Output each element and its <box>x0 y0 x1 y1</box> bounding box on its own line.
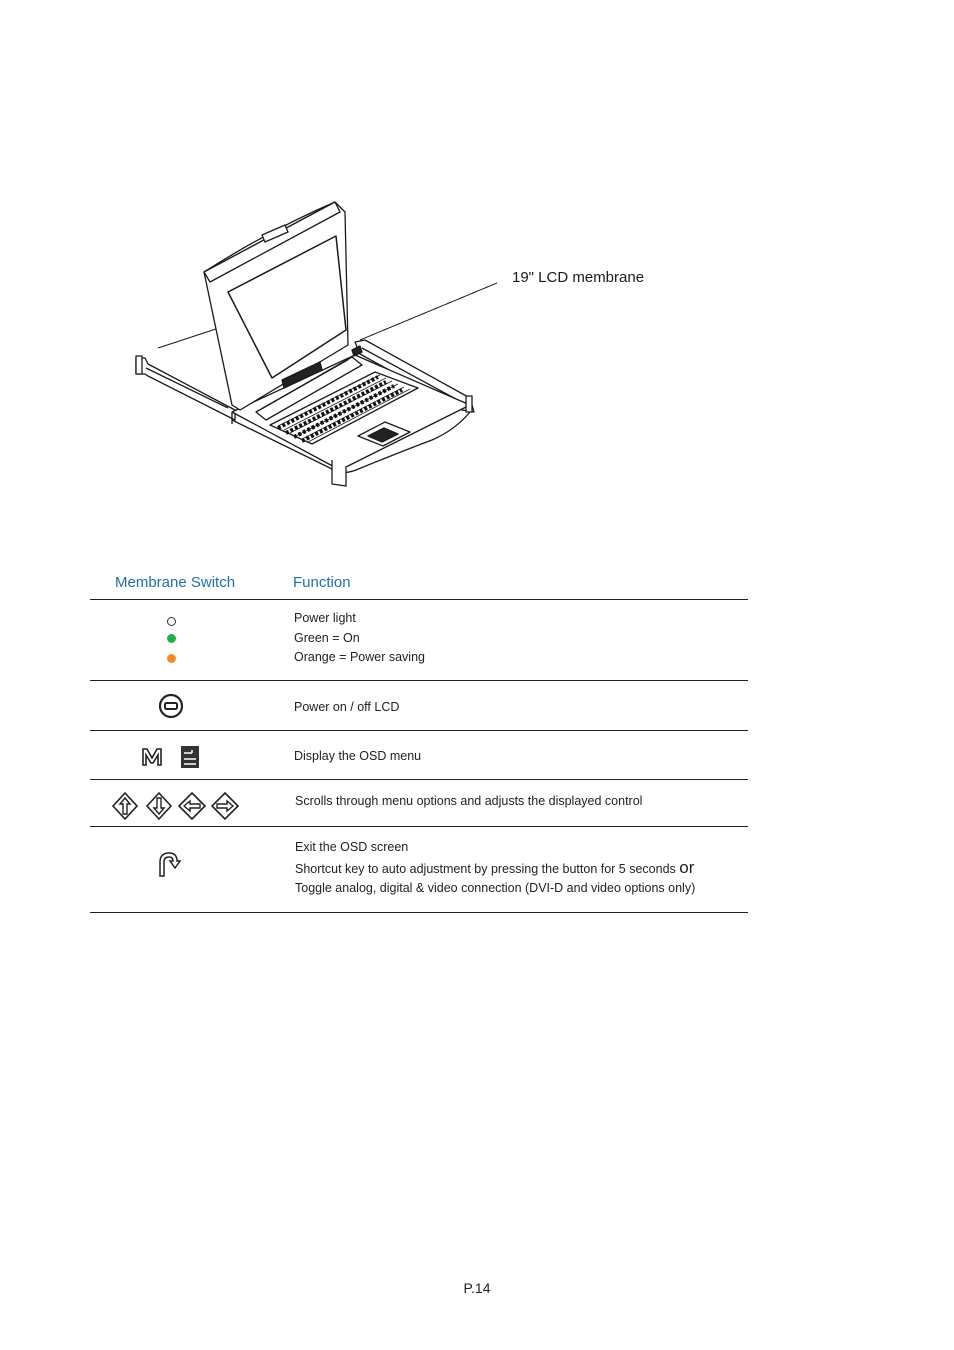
table-divider <box>90 779 748 780</box>
exit-return-icon <box>156 850 182 878</box>
table-divider <box>90 730 748 731</box>
lcd-console-drawer-illustration <box>128 196 508 496</box>
down-arrow-icon <box>145 791 173 821</box>
table-row-power-button: Power on / off LCD <box>294 700 400 714</box>
right-arrow-icon <box>210 791 240 821</box>
table-row-power-light: Power light Green = On Orange = Power saving <box>294 611 425 664</box>
power-light-off-icon <box>167 617 176 626</box>
table-divider <box>90 680 748 681</box>
header-function: Function <box>293 574 351 591</box>
lcd-membrane-callout: 19" LCD membrane <box>512 269 645 286</box>
m-menu-icon <box>141 747 163 767</box>
table-row-exit: Exit the OSD screen Shortcut key to auto adjustment by pressing the button for 5 seconds or Toggle analog, digital & video connection (DVI-D and video options only) <box>295 840 696 895</box>
left-rail <box>136 358 235 420</box>
table-row-arrows: Scrolls through menu options and adjusts the displayed control <box>295 794 643 808</box>
menu-list-icon <box>180 745 200 769</box>
up-arrow-icon <box>111 791 139 821</box>
left-arrow-icon <box>177 791 207 821</box>
callout-leader-line <box>360 283 497 340</box>
power-button-icon <box>158 693 184 719</box>
or-label: or <box>679 857 695 877</box>
table-divider <box>90 912 748 913</box>
power-light-green-icon <box>167 634 176 643</box>
power-light-orange-icon <box>167 654 176 663</box>
page-number: P.14 <box>463 1280 491 1296</box>
header-membrane-switch: Membrane Switch <box>115 574 236 591</box>
table-divider <box>90 599 748 600</box>
table-divider <box>90 826 748 827</box>
table-row-osd-menu: Display the OSD menu <box>294 749 422 763</box>
